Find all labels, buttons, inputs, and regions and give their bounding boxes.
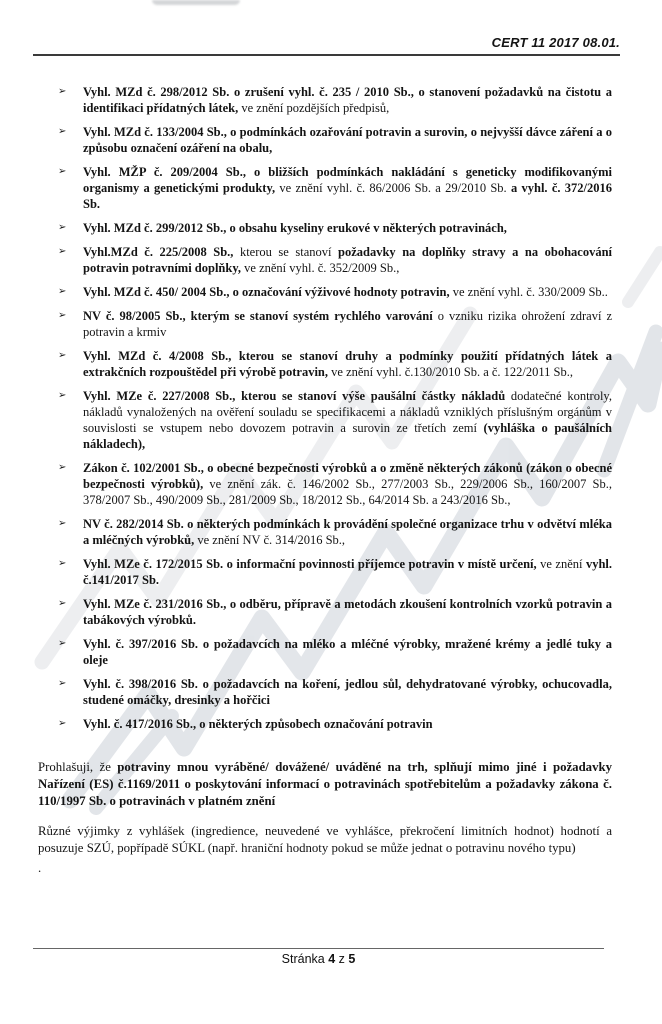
arrow-bullet-icon: ➢ bbox=[58, 558, 67, 569]
arrow-bullet-icon: ➢ bbox=[58, 390, 67, 401]
arrow-bullet-icon: ➢ bbox=[58, 166, 67, 177]
list-item-text: Vyhl. MZd č. 133/2004 Sb., o podmínkách ozařování potravin a surovin, o nejvyšší dávce záření a o způsobu označení ozáření na obalu, bbox=[83, 125, 612, 155]
list-item-text: Vyhl. MZd č. 299/2012 Sb., o obsahu kyseliny erukové v některých potravinách, bbox=[83, 221, 507, 235]
list-item-text: Zákon č. 102/2001 Sb., o obecné bezpečnosti výrobků a o změně některých zákonů (zákon o obecné bezpečnosti výrobků), ve znění zák. č. 146/2002 Sb., 277/2003 Sb., 229/2006 Sb., 160/2007 Sb., 378/2007 Sb., 490/2009 Sb., 281/2009 Sb., 18/2012 Sb., 64/2014 Sb. a 243/2016 Sb., bbox=[83, 461, 613, 507]
arrow-bullet-icon: ➢ bbox=[58, 222, 67, 233]
stray-period: . bbox=[38, 861, 42, 875]
page-header bbox=[33, 0, 620, 56]
doc-code: CERT 11 2017 08.01. bbox=[491, 35, 620, 50]
list-item bbox=[38, 220, 612, 236]
list-item-text: Vyhl. MZd č. 4/2008 Sb., kterou se stanoví druhy a podmínky použití přídatných látek a extrakčních rozpouštědel při výrobě potravin, ve znění vyhl. č.130/2010 Sb. a č. 122/2011 Sb., bbox=[83, 349, 612, 379]
list-item bbox=[38, 516, 612, 548]
list-item bbox=[38, 596, 612, 628]
list-item bbox=[38, 716, 612, 732]
list-item bbox=[38, 388, 612, 452]
arrow-bullet-icon: ➢ bbox=[58, 598, 67, 609]
arrow-bullet-icon: ➢ bbox=[58, 518, 67, 529]
page-number: Stránka 4 z 5 bbox=[281, 952, 356, 966]
arrow-bullet-icon: ➢ bbox=[58, 310, 67, 321]
list-item bbox=[38, 460, 612, 508]
arrow-bullet-icon: ➢ bbox=[58, 246, 67, 257]
list-item bbox=[38, 556, 612, 588]
list-item bbox=[38, 244, 612, 276]
arrow-bullet-icon: ➢ bbox=[58, 126, 67, 137]
list-item bbox=[38, 308, 612, 340]
list-item-text: Vyhl. č. 397/2016 Sb. o požadavcích na mléko a mléčné výrobky, mražené krémy a jedlé tuky a oleje bbox=[83, 637, 612, 667]
list-item-text: NV č. 98/2005 Sb., kterým se stanoví systém rychlého varování o vzniku rizika ohrožení zdraví z potravin a krmiv bbox=[83, 309, 612, 339]
arrow-bullet-icon: ➢ bbox=[58, 678, 67, 689]
list-item bbox=[38, 124, 612, 156]
list-item-text: Vyhl. MZe č. 227/2008 Sb., kterou se stanoví výše paušální částky nákladů dodatečné kontroly, nákladů vynaložených na ověření souladu se specifikacemi a nákladů vzniklých příslušným orgánům v souvislosti se vstupem nebo dovozem potravin a surovin ze třetích zemí (vyhláška o paušálních nákladech), bbox=[83, 389, 612, 451]
list-item-text: Vyhl.MZd č. 225/2008 Sb., kterou se stanoví požadavky na doplňky stravy a na obohacování potravin potravními doplňky, ve znění vyhl. č. 352/2009 Sb., bbox=[83, 245, 612, 275]
list-item-text: Vyhl. MZe č. 231/2016 Sb., o odběru, přípravě a metodách zkoušení kontrolních vzorků potravin a tabákových výrobků. bbox=[83, 597, 612, 627]
page-footer bbox=[33, 948, 604, 966]
exceptions-paragraph: Různé výjimky z vyhlášek (ingredience, neuvedené ve vyhlášce, překročení limitních hodnot) hodnotí a posuzuje SZÚ, popřípadě SÚKL (např. hraniční hodnoty pokud se může jednat o potravinu nového typu) bbox=[38, 824, 612, 855]
list-item-text: Vyhl. č. 417/2016 Sb., o některých způsobech označování potravin bbox=[83, 717, 433, 731]
page-content bbox=[38, 84, 612, 877]
list-item bbox=[38, 676, 612, 708]
arrow-bullet-icon: ➢ bbox=[58, 350, 67, 361]
list-item-text: Vyhl. MZe č. 172/2015 Sb. o informační povinnosti příjemce potravin v místě určení, ve znění vyhl. č.141/2017 Sb. bbox=[83, 557, 612, 587]
list-item-text: NV č. 282/2014 Sb. o některých podmínkách k provádění společné organizace trhu v odvětví mléka a mléčných výrobků, ve znění NV č. 314/2016 Sb., bbox=[83, 517, 612, 547]
list-item bbox=[38, 284, 612, 300]
list-item bbox=[38, 348, 612, 380]
list-item bbox=[38, 164, 612, 212]
arrow-bullet-icon: ➢ bbox=[58, 462, 67, 473]
list-item bbox=[38, 636, 612, 668]
arrow-bullet-icon: ➢ bbox=[58, 286, 67, 297]
list-item-text: Vyhl. č. 398/2016 Sb. o požadavcích na koření, jedlou sůl, dehydratované výrobky, ochucovadla, studené omáčky, dresinky a hořčici bbox=[83, 677, 612, 707]
arrow-bullet-icon: ➢ bbox=[58, 638, 67, 649]
list-item-text: Vyhl. MZd č. 450/ 2004 Sb., o označování výživové hodnoty potravin, ve znění vyhl. č. 330/2009 Sb.. bbox=[83, 285, 608, 299]
arrow-bullet-icon: ➢ bbox=[58, 718, 67, 729]
arrow-bullet-icon: ➢ bbox=[58, 86, 67, 97]
list-item-text: Vyhl. MZd č. 298/2012 Sb. o zrušení vyhl. č. 235 / 2010 Sb., o stanovení požadavků na čistotu a identifikaci přídatných látek, ve znění pozdějších předpisů, bbox=[83, 85, 612, 115]
list-item-text: Vyhl. MŽP č. 209/2004 Sb., o bližších podmínkách nakládání s geneticky modifikovanými organismy a genetickými produkty, ve znění vyhl. č. 86/2006 Sb. a 29/2010 Sb. a vyhl. č. 372/2016 Sb. bbox=[83, 165, 612, 211]
regulation-list bbox=[38, 84, 612, 732]
list-item bbox=[38, 84, 612, 116]
declaration-paragraph: Prohlašuji, že potraviny mnou vyráběné/ dovážené/ uváděné na trh, splňují mimo jiné i požadavky Nařízení (ES) č.1169/2011 o poskytování informací o potravinách spotřebitelům a požadavky zákona č. 110/1997 Sb. o potravinách v platném znění bbox=[38, 760, 612, 808]
